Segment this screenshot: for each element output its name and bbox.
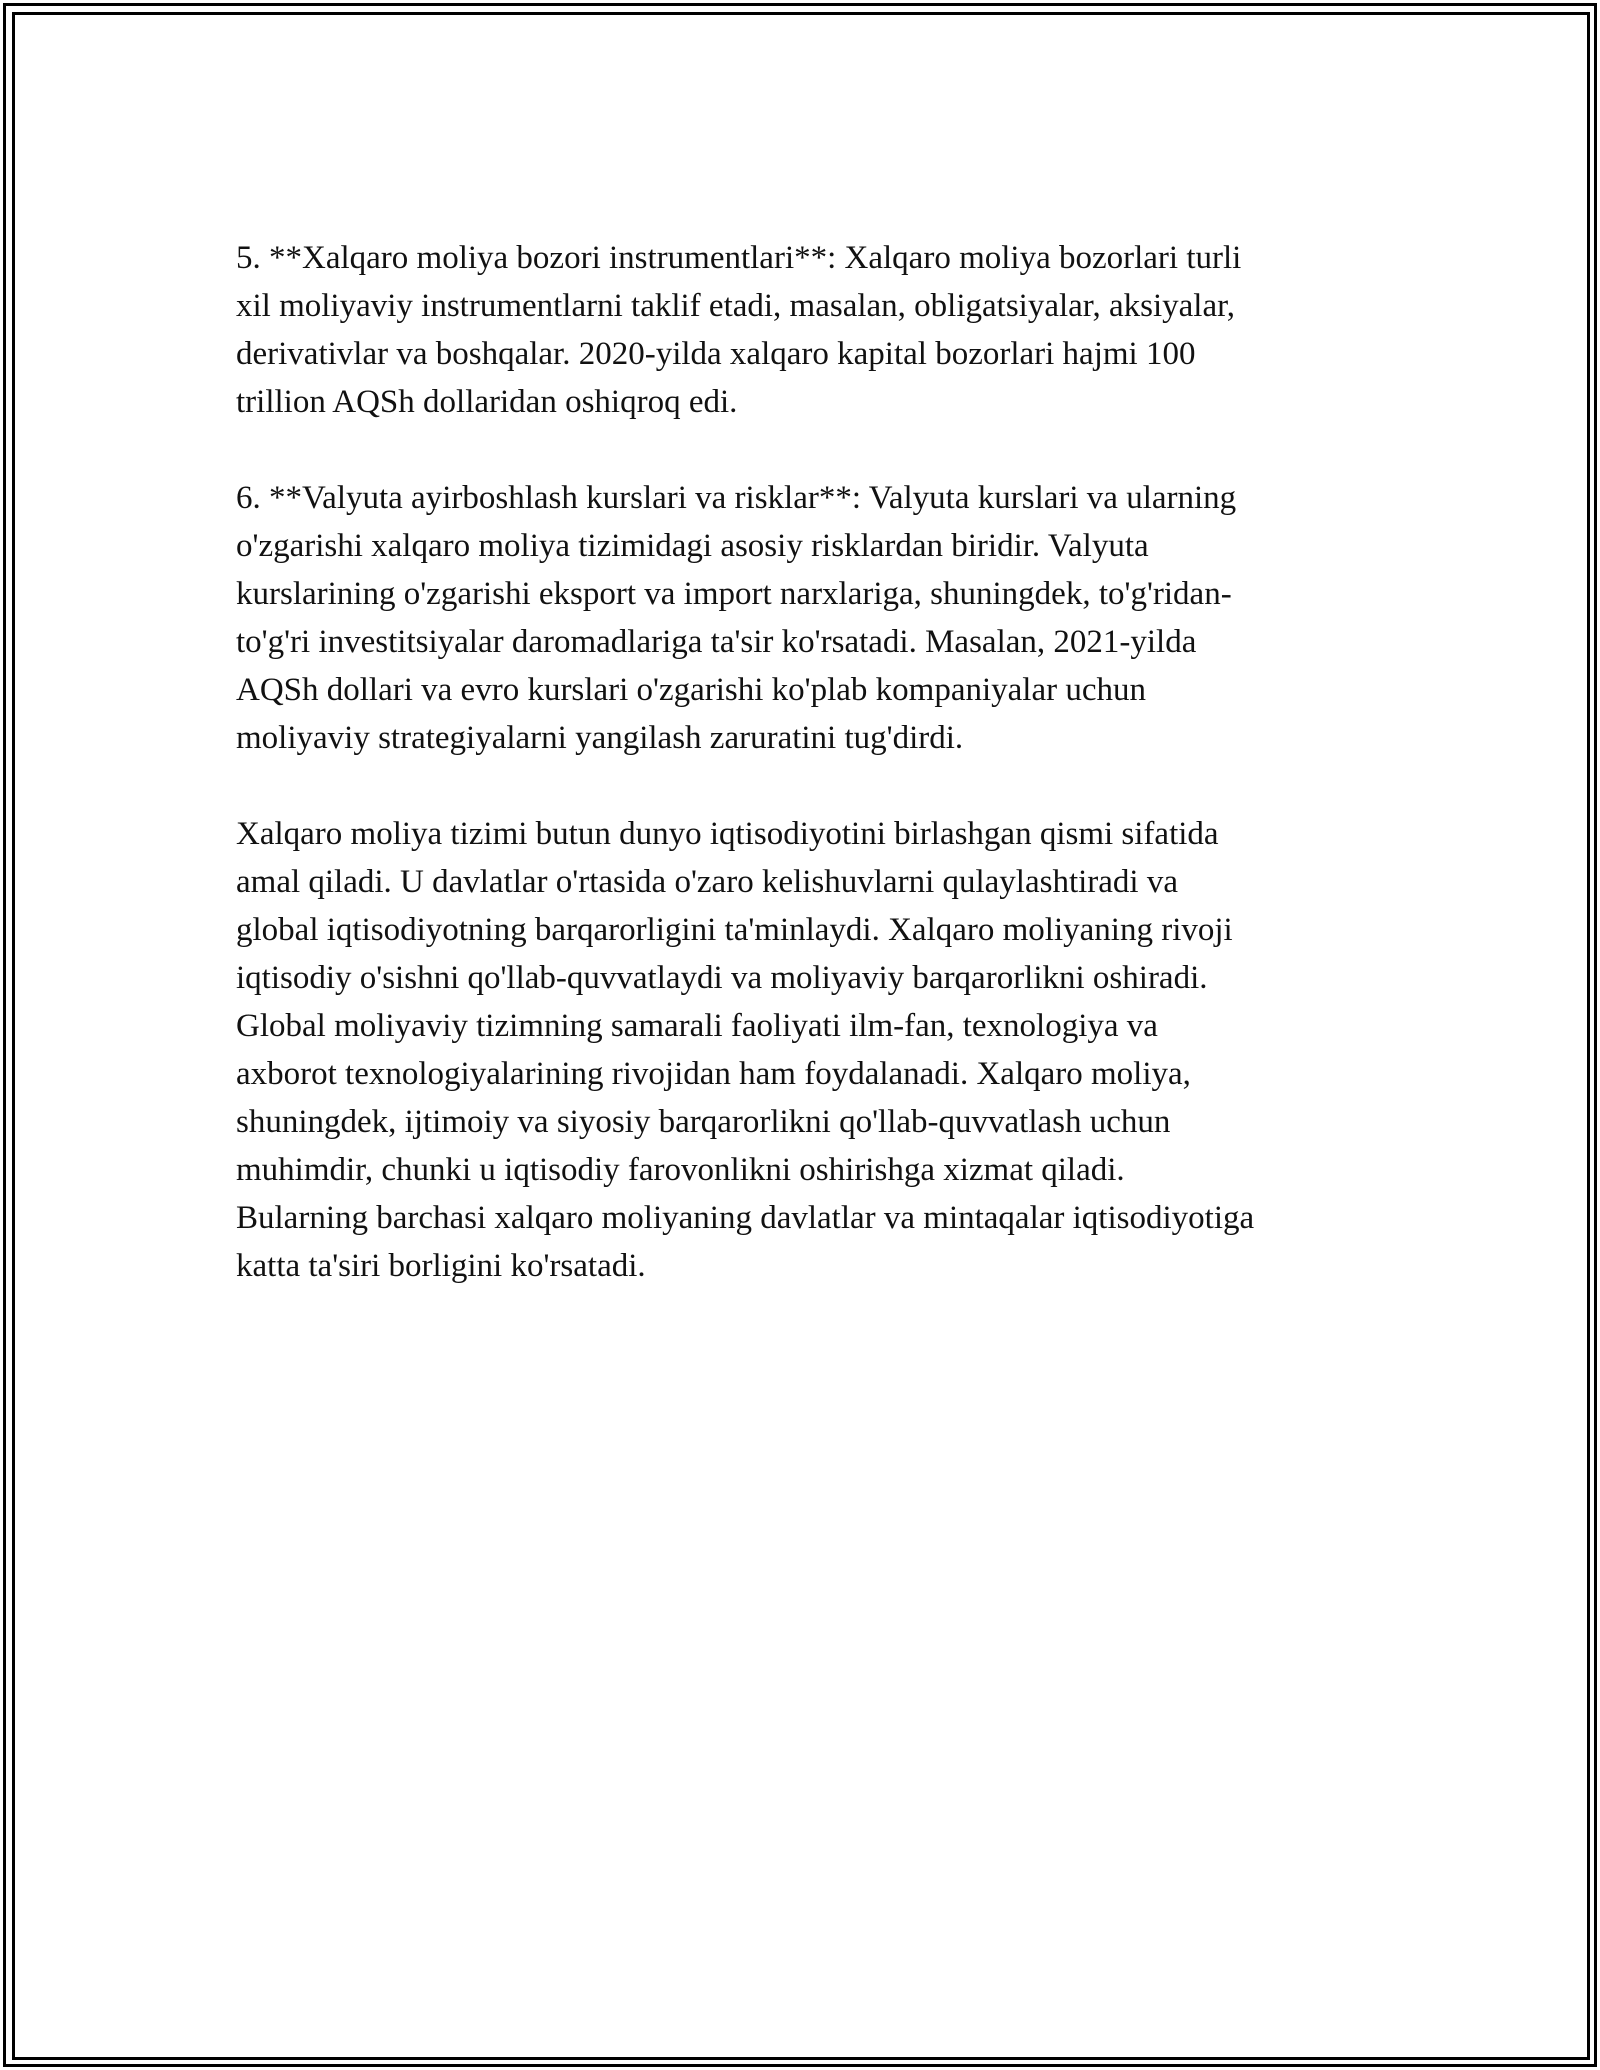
text-line: katta ta'siri borligini ko'rsatadi.	[236, 1248, 646, 1284]
paragraph-instruments	[236, 234, 1386, 426]
text-line: Xalqaro moliya tizimi butun dunyo iqtisodiyotini birlashgan qismi sifatida	[236, 816, 1219, 852]
paragraph-conclusion	[236, 810, 1386, 1290]
text-line: amal qiladi. U davlatlar o'rtasida o'zaro kelishuvlarni qulaylashtiradi va	[236, 864, 1178, 900]
document-body	[236, 234, 1386, 1338]
text-line: moliyaviy strategiyalarni yangilash zaruratini tug'dirdi.	[236, 720, 964, 756]
paragraph-currency-risks	[236, 474, 1386, 762]
text-line: 5. **Xalqaro moliya bozori instrumentlari**: Xalqaro moliya bozorlari turli	[236, 240, 1242, 276]
text-line: Global moliyaviy tizimning samarali faoliyati ilm-fan, texnologiya va	[236, 1008, 1158, 1044]
text-line: shuningdek, ijtimoiy va siyosiy barqarorlikni qo'llab-quvvatlash uchun	[236, 1104, 1171, 1140]
text-line: muhimdir, chunki u iqtisodiy farovonlikni oshirishga xizmat qiladi.	[236, 1152, 1125, 1188]
text-line: AQSh dollari va evro kurslari o'zgarishi ko'plab kompaniyalar uchun	[236, 672, 1146, 708]
text-line: derivativlar va boshqalar. 2020-yilda xalqaro kapital bozorlari hajmi 100	[236, 336, 1196, 372]
text-line: xil moliyaviy instrumentlarni taklif etadi, masalan, obligatsiyalar, aksiyalar,	[236, 288, 1236, 324]
text-line: trillion AQSh dollaridan oshiqroq edi.	[236, 384, 738, 420]
text-line: kurslarining o'zgarishi eksport va import narxlariga, shuningdek, to'g'ridan-	[236, 576, 1232, 612]
text-line: global iqtisodiyotning barqarorligini ta'minlaydi. Xalqaro moliyaning rivoji	[236, 912, 1233, 948]
text-line: axborot texnologiyalarining rivojidan ham foydalanadi. Xalqaro moliya,	[236, 1056, 1191, 1092]
text-line: to'g'ri investitsiyalar daromadlariga ta'sir ko'rsatadi. Masalan, 2021-yilda	[236, 624, 1197, 660]
text-line: iqtisodiy o'sishni qo'llab-quvvatlaydi va moliyaviy barqarorlikni oshiradi.	[236, 960, 1208, 996]
text-line: Bularning barchasi xalqaro moliyaning davlatlar va mintaqalar iqtisodiyotiga	[236, 1200, 1255, 1236]
text-line: o'zgarishi xalqaro moliya tizimidagi asosiy risklardan biridir. Valyuta	[236, 528, 1149, 564]
text-line: 6. **Valyuta ayirboshlash kurslari va risklar**: Valyuta kurslari va ularning	[236, 480, 1237, 516]
